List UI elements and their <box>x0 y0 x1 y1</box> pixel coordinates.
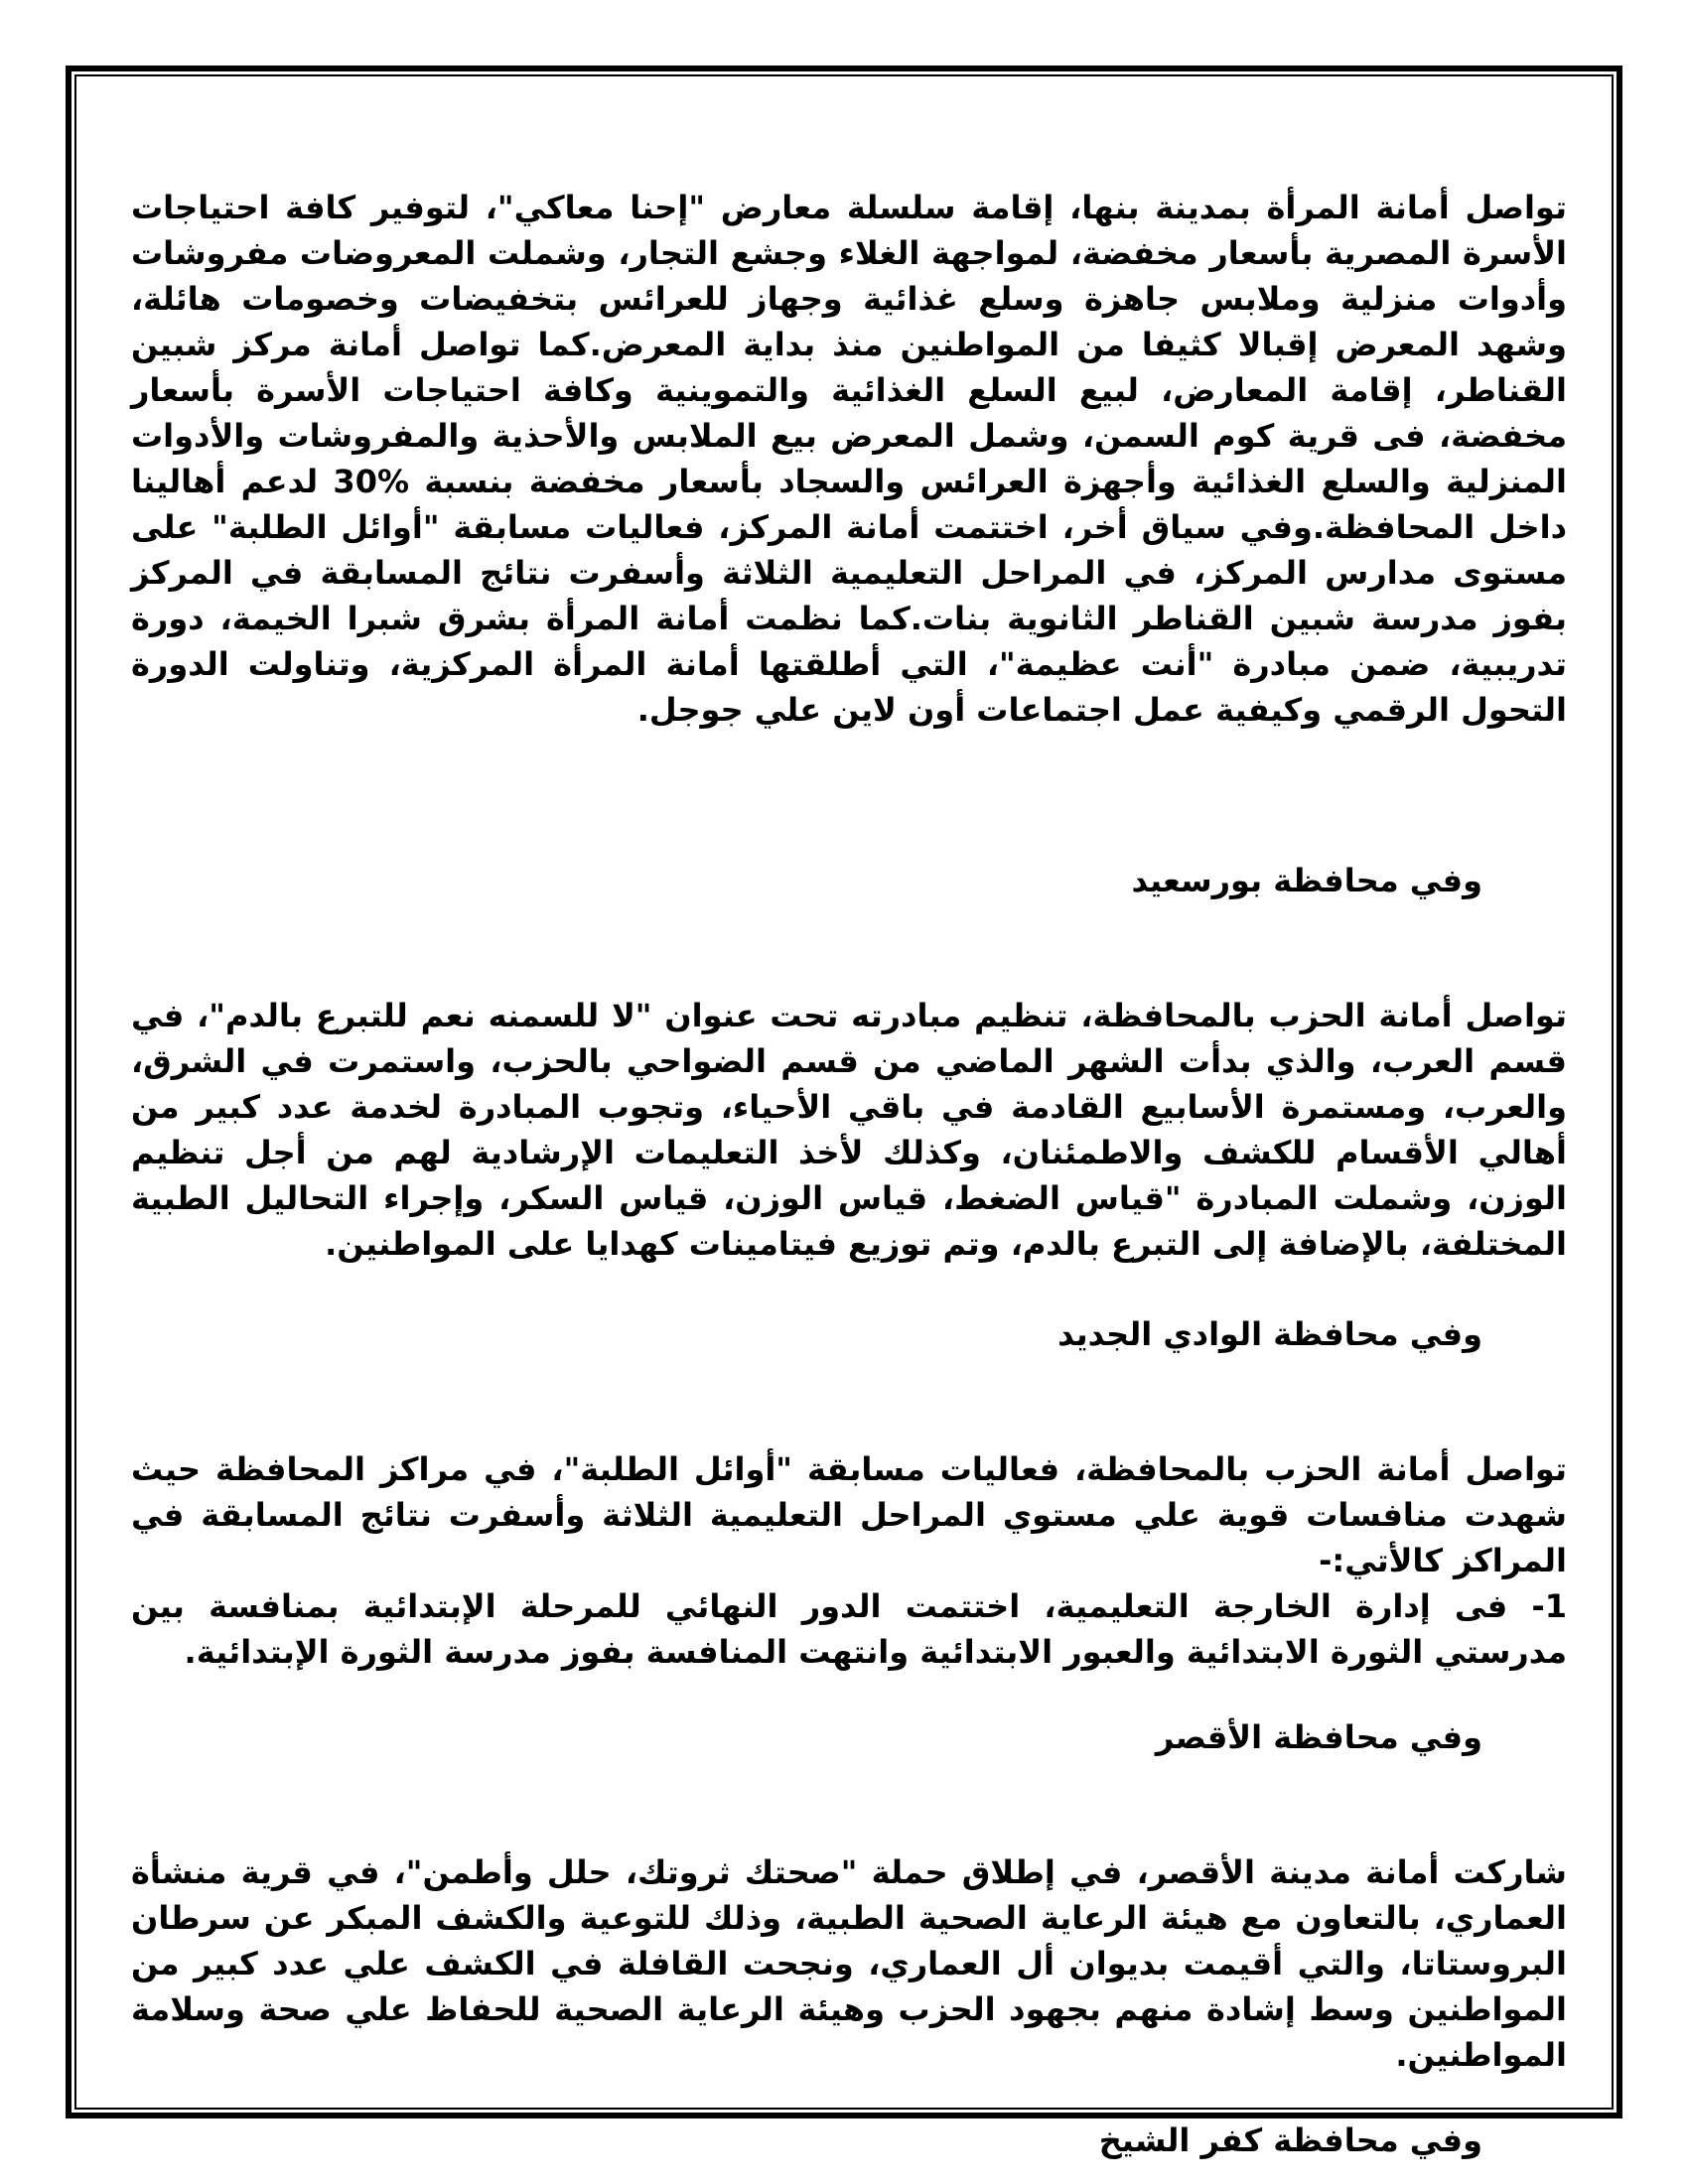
paragraph-luxor: شاركت أمانة مدينة الأقصر، في إطلاق حملة "صحتك ثروتك، حلل وأطمن"، في قرية منشأة العماري، بالتعاون مع هيئة الرعاية الصحية الطبية، وذلك للتوعية والكشف المبكر عن سرطان البروستاتا، والتي أقيمت بديوان أل العماري، ونجحت القافلة في الكشف علي عدد كبير من المواطنين وسط إشادة منهم بجهود الحزب وهيئة الرعاية الصحية للحفاظ علي صحة وسلامة المواطنين. <box>131 1853 1567 2074</box>
paragraph-port-said: تواصل أمانة الحزب بالمحافظة، تنظيم مبادرته تحت عنوان "لا للسمنه نعم للتبرع بالدم"، في قسم العرب، والذي بدأت الشهر الماضي من قسم الضواحي بالحزب، واستمرت في الشرق، والعرب، ومستمرة الأسابيع القادمة في باقي الأحياء، وتجوب المبادرة لخدمة عدد كبير من أهالي الأقسام للكشف والاطمئنان، وكذلك لأخذ التعليمات الإرشادية لهم من أجل تنظيم الوزن، وشملت المبادرة "قياس الضغط، قياس الوزن، قياس السكر، وإجراء التحاليل الطبية المختلفة، بالإضافة إلى التبرع بالدم، وتم توزيع فيتامينات كهدايا على المواطنين. <box>131 997 1567 1263</box>
heading-kafr-el-sheikh-governorate: وفي محافظة كفر الشيخ <box>1098 2121 1482 2159</box>
heading-port-said-governorate: وفي محافظة بورسعيد <box>1131 862 1482 899</box>
heading-luxor-governorate: وفي محافظة الأقصر <box>1155 1718 1482 1756</box>
paragraph-banha-women-secretariat: تواصل أمانة المرأة بمدينة بنها، إقامة سلسلة معارض "إحنا معاكي"، لتوفير كافة احتياجات الأسرة المصرية بأسعار مخفضة، لمواجهة الغلاء وجشع التجار، وشملت المعروضات مفروشات وأدوات منزلية وملابس جاهزة وسلع غذائية وجهاز للعرائس بتخفيضات وخصومات هائلة، وشهد المعرض إقبالا كثيفا من المواطنين منذ بداية المعرض.كما تواصل أمانة مركز شبين القناطر، إقامة المعارض، لبيع السلع الغذائية والتموينية وكافة احتياجات الأسرة بأسعار مخفضة، فى قرية كوم السمن، وشمل المعرض بيع الملابس والأحذية والمفروشات والأدوات المنزلية والسلع الغذائية وأجهزة العرائس والسجاد بأسعار مخفضة بنسبة %30 لدعم أهالينا داخل المحافظة.وفي سياق أخر، اختتمت أمانة المركز، فعاليات مسابقة "أوائل الطلبة" على مستوى مدارس المركز، في المراحل التعليمية الثلاثة وأسفرت نتائج المسابقة في المركز بفوز مدرسة شبين القناطر الثانوية بنات.كما نظمت أمانة المرأة بشرق شبرا الخيمة، دورة تدريبية، ضمن مبادرة "أنت عظيمة"، التي أطلقتها أمانة المرأة المركزية، وتناولت الدورة التحول الرقمي وكيفية عمل اجتماعات أون لاين علي جوجل. <box>131 189 1568 729</box>
paragraph-new-valley-intro: تواصل أمانة الحزب بالمحافظة، فعاليات مسابقة "أوائل الطلبة"، في مراكز المحافظة حيث شهدت منافسات قوية علي مستوي المراحل التعليمية الثلاثة وأسفرت نتائج المسابقة في المراكز كالأتي:- <box>131 1450 1567 1579</box>
document-body <box>131 185 1567 2163</box>
paragraph-new-valley-item-1: 1- فى إدارة الخارجة التعليمية، اختتمت الدور النهائي للمرحلة الإبتدائية بمنافسة بين مدرستي الثورة الابتدائية والعبور الابتدائية وانتهت المنافسة بفوز مدرسة الثورة الإبتدائية. <box>131 1587 1567 1671</box>
heading-new-valley-governorate: وفي محافظة الوادي الجديد <box>1057 1315 1482 1353</box>
